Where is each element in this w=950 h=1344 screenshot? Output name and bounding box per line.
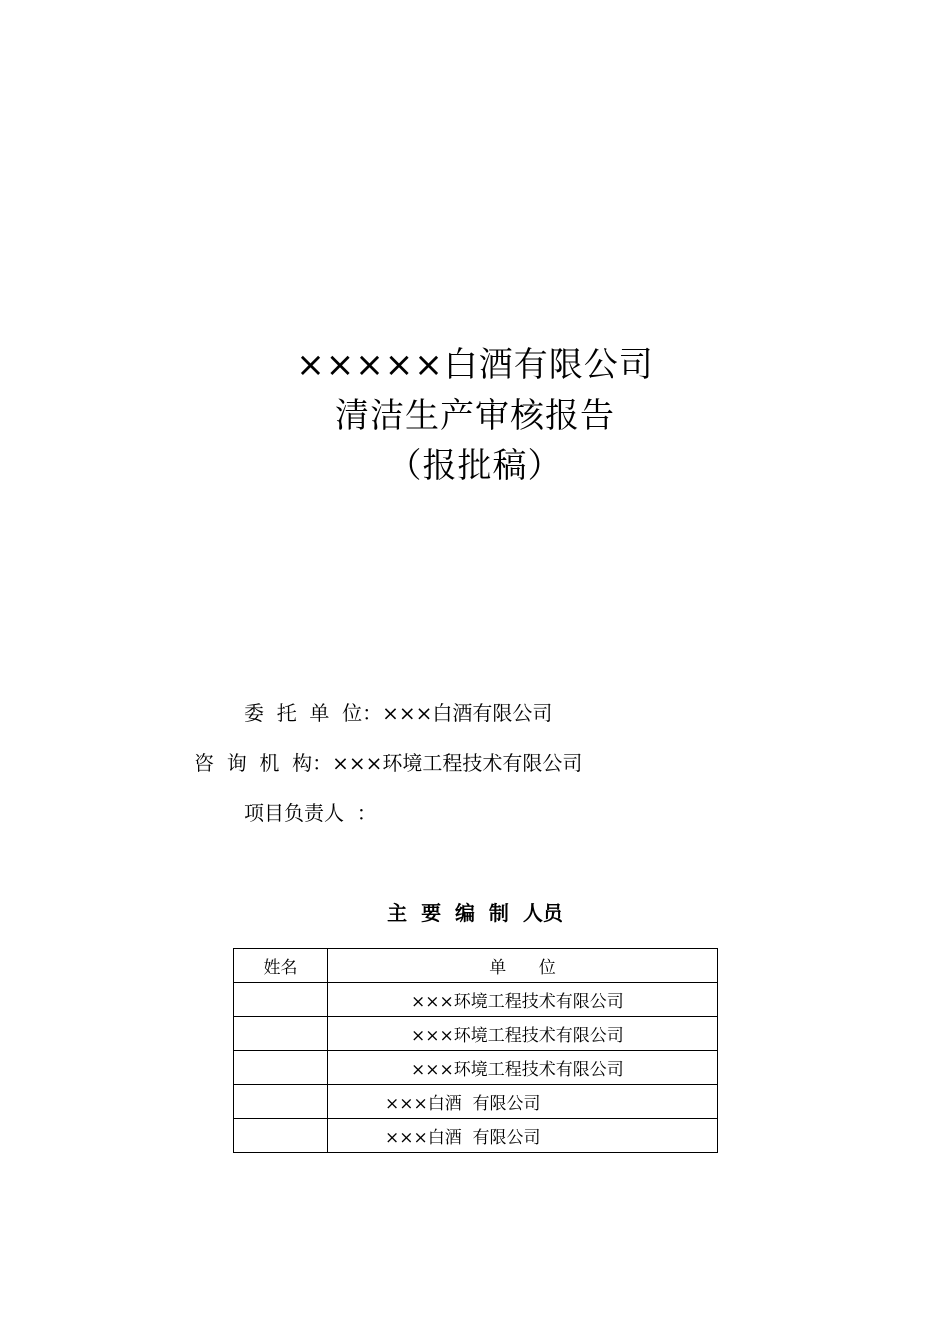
- table-row: [234, 1085, 718, 1119]
- consultant-line: 咨 询 机 构：×××环境工程技术有限公司: [194, 751, 583, 775]
- table-row: [234, 1017, 718, 1051]
- report-title-draft: （报批稿）: [387, 446, 563, 486]
- staff-unit-cell: ×××白酒 有限公司: [328, 1085, 718, 1119]
- table-row: [234, 1051, 718, 1085]
- table-row: [234, 983, 718, 1017]
- staff-unit-cell: ×××环境工程技术有限公司: [328, 1017, 718, 1051]
- staff-name-cell: [234, 983, 328, 1017]
- client-line: 委 托 单 位：×××白酒有限公司: [244, 701, 553, 725]
- report-title-company: ×××××白酒有限公司: [296, 345, 654, 385]
- column-header-unit: 单 位: [328, 949, 718, 983]
- staff-table: [233, 948, 718, 1153]
- report-title-main: 清洁生产审核报告: [335, 396, 615, 436]
- staff-unit-cell: ×××环境工程技术有限公司: [328, 983, 718, 1017]
- staff-name-cell: [234, 1017, 328, 1051]
- column-header-name: 姓名: [234, 949, 328, 983]
- staff-unit-cell: ×××环境工程技术有限公司: [328, 1051, 718, 1085]
- staff-name-cell: [234, 1051, 328, 1085]
- staff-heading: 主 要 编 制 人员: [387, 901, 563, 925]
- staff-name-cell: [234, 1085, 328, 1119]
- table-header-row: [234, 949, 718, 983]
- staff-unit-cell: ×××白酒 有限公司: [328, 1119, 718, 1153]
- table-row: [234, 1119, 718, 1153]
- staff-name-cell: [234, 1119, 328, 1153]
- project-lead-line: 项目负责人 ：: [244, 801, 377, 825]
